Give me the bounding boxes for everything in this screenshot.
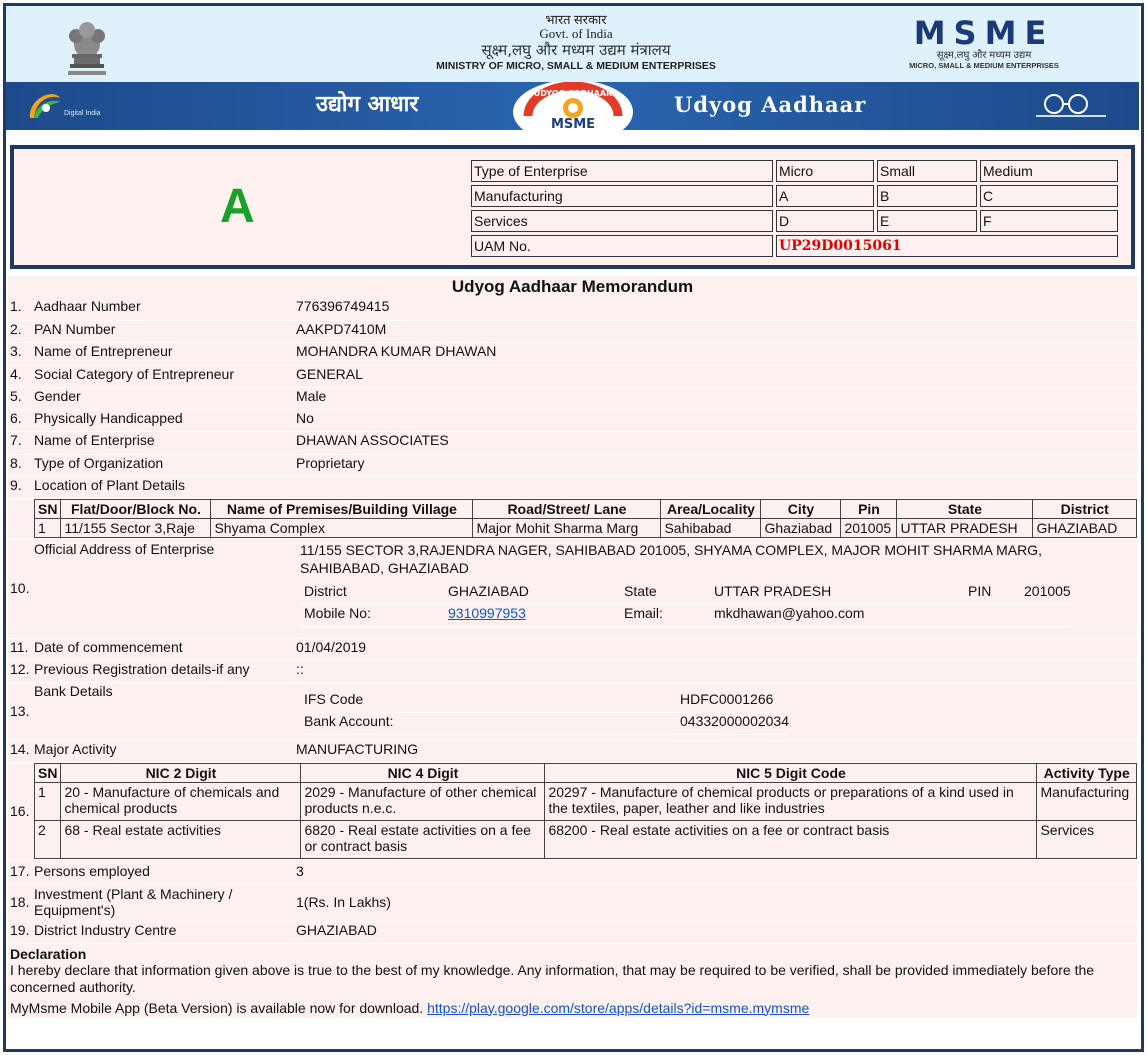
nic-code-table	[34, 763, 1137, 859]
national-emblem-icon	[54, 14, 120, 78]
field-number: 16.	[8, 762, 34, 859]
bank-details-row	[8, 682, 1137, 740]
udyog-aadhaar-banner	[6, 82, 1139, 130]
state-label: State	[624, 583, 714, 605]
field-label: Type of Organization	[34, 454, 296, 476]
plant-city: Ghaziabad	[761, 518, 841, 537]
plant-district: GHAZIABAD	[1033, 518, 1137, 537]
state-value: UTTAR PRADESH	[714, 583, 968, 605]
investment-value: 1(Rs. In Lakhs)	[296, 883, 1137, 921]
bank-account-label: Bank Account:	[304, 713, 680, 735]
plant-flat: 11/155 Sector 3,Raje	[61, 518, 211, 537]
field-label: Major Activity	[34, 740, 296, 762]
field-row	[8, 387, 1137, 409]
manufacturing-cell: Manufacturing	[471, 185, 773, 207]
grade-a-cell: A	[776, 185, 874, 207]
official-address-row	[8, 538, 1137, 638]
col-header: Activity Type	[1037, 763, 1137, 782]
govt-of-india: Govt. of India	[539, 26, 613, 41]
plant-table-cell	[34, 498, 1137, 538]
uam-number: UP29D0015061	[776, 235, 1118, 257]
plant-pin: 201005	[841, 518, 897, 537]
col-header: Flat/Door/Block No.	[61, 499, 211, 518]
field-number: 1.	[8, 298, 34, 320]
field-number: 12.	[8, 660, 34, 682]
type-of-enterprise-cell: Type of Enterprise	[471, 160, 773, 182]
msme-logo-word: MSME	[913, 14, 1055, 52]
field-number: 11.	[8, 638, 34, 660]
previous-registration-value: ::	[296, 660, 1137, 682]
col-header: SN	[35, 763, 61, 782]
official-address-block	[296, 538, 1137, 638]
field-label: Previous Registration details-if any	[34, 660, 296, 682]
field-label: Social Category of Entrepreneur	[34, 365, 296, 387]
field-label: PAN Number	[34, 320, 296, 342]
ifs-row	[304, 691, 789, 713]
field-row	[8, 409, 1137, 431]
digital-india-icon	[24, 88, 64, 124]
mobile-label: Mobile No:	[300, 605, 448, 627]
plant-premises: Shyama Complex	[211, 518, 473, 537]
nic-5-digit: 68200 - Real estate activities on a fee or contract basis	[545, 820, 1037, 858]
declaration-block	[8, 944, 1137, 1018]
memorandum-title: Udyog Aadhaar Memorandum	[8, 276, 1137, 298]
msme-logo	[872, 16, 1096, 76]
organization-type-value: Proprietary	[296, 454, 1137, 476]
memorandum	[8, 276, 1137, 1018]
field-row	[8, 660, 1137, 682]
bank-details-table	[304, 691, 789, 736]
ministry-english: MINISTRY OF MICRO, SMALL & MEDIUM ENTERPRISES	[436, 60, 716, 72]
field-number: 2.	[8, 320, 34, 342]
field-row	[8, 342, 1137, 365]
plant-road: Major Mohit Sharma Marg	[473, 518, 661, 537]
handicapped-value: No	[296, 409, 1137, 431]
mobile-email-row	[300, 605, 1071, 627]
field-number: 4.	[8, 365, 34, 387]
district-label: District	[300, 583, 448, 605]
activity-type: Manufacturing	[1037, 782, 1137, 820]
nic-sn: 1	[35, 782, 61, 820]
field-row	[8, 740, 1137, 762]
district-industry-centre-value: GHAZIABAD	[296, 921, 1137, 943]
field-number: 17.	[8, 859, 34, 883]
uam-row	[471, 235, 1118, 257]
udyog-logo-bottom-text: MSME	[550, 117, 596, 130]
commencement-date-value: 01/04/2019	[296, 638, 1137, 660]
field-row	[8, 298, 1137, 320]
plant-location-table	[34, 499, 1137, 538]
col-header: Pin	[841, 499, 897, 518]
field-number: 8.	[8, 454, 34, 476]
field-label: Aadhaar Number	[34, 298, 296, 320]
udyog-logo-top-text: UDYOG AADHAAR	[533, 89, 613, 98]
small-cell: Small	[877, 160, 977, 182]
enterprise-name-value: DHAWAN ASSOCIATES	[296, 431, 1137, 454]
field-number: 5.	[8, 387, 34, 409]
col-header: NIC 2 Digit	[61, 763, 301, 782]
social-category-value: GENERAL	[296, 365, 1137, 387]
pin-label: PIN	[968, 583, 1024, 605]
field-row	[8, 320, 1137, 342]
enterprise-type-table	[468, 157, 1121, 260]
field-row	[8, 921, 1137, 943]
app-download-line	[10, 1000, 1135, 1016]
pan-number-value: AAKPD7410M	[296, 320, 1137, 342]
mobile-number-link[interactable]: 9310997953	[448, 605, 526, 621]
email-value: mkdhawan@yahoo.com	[714, 605, 1071, 627]
field-label: Official Address of Enterprise	[34, 538, 296, 638]
field-label: Name of Entrepreneur	[34, 342, 296, 365]
micro-cell: Micro	[776, 160, 874, 182]
field-number: 3.	[8, 342, 34, 365]
field-label: Investment (Plant & Machinery / Equipment's)	[34, 883, 296, 921]
plant-table-header	[35, 499, 1137, 518]
field-row	[8, 365, 1137, 387]
enterprise-type-header-row	[471, 160, 1118, 182]
swachh-bharat-icon	[1026, 92, 1118, 120]
nic-4-digit: 2029 - Manufacture of other chemical products n.e.c.	[301, 782, 545, 820]
grade-d-cell: D	[776, 210, 874, 232]
pin-value: 201005	[1024, 583, 1071, 605]
account-row	[304, 713, 789, 735]
email-label: Email:	[624, 605, 714, 627]
plant-sn: 1	[35, 518, 61, 537]
ifs-value: HDFC0001266	[680, 691, 789, 713]
field-label: Bank Details	[34, 682, 296, 740]
gender-value: Male	[296, 387, 1137, 409]
msme-logo-english: MICRO, SMALL & MEDIUM ENTERPRISES	[909, 61, 1059, 70]
nic-5-digit: 20297 - Manufacture of chemical products or preparations of a kind used in the textiles, paper, leather and like industries	[545, 782, 1037, 820]
field-number: 7.	[8, 431, 34, 454]
bank-account-value: 04332000002034	[680, 713, 789, 735]
msme-logo-hindi: सूक्ष्म,लघु और मध्यम उद्यम	[936, 50, 1032, 61]
field-label: Name of Enterprise	[34, 431, 296, 454]
nic-2-digit: 68 - Real estate activities	[61, 820, 301, 858]
udyog-aadhaar-english: Udyog Aadhaar	[674, 92, 867, 117]
grade-e-cell: E	[877, 210, 977, 232]
field-number: 19.	[8, 921, 34, 943]
mobile-cell	[448, 605, 624, 627]
medium-cell: Medium	[980, 160, 1118, 182]
plant-state: UTTAR PRADESH	[897, 518, 1033, 537]
field-row	[8, 476, 1137, 498]
field-label: District Industry Centre	[34, 921, 296, 943]
udyog-aadhaar-logo	[508, 82, 638, 130]
grade-f-cell: F	[980, 210, 1118, 232]
persons-employed-value: 3	[296, 859, 1137, 883]
field-row	[8, 454, 1137, 476]
table-row	[35, 820, 1137, 858]
udyog-aadhaar-hindi: उद्योग आधार	[316, 92, 419, 117]
memorandum-fields	[8, 298, 1137, 944]
declaration-title: Declaration	[10, 945, 87, 962]
declaration-text: I hereby declare that information given above is true to the best of my knowledge. Any information, that may be required to be verified, shall be provided immediately before the concerned authority.	[10, 961, 1095, 995]
grade-b-cell: B	[877, 185, 977, 207]
enterprise-grade: A	[220, 180, 255, 233]
enterprise-category-box	[10, 145, 1135, 269]
official-contact-table	[300, 583, 1071, 628]
nic-table-cell	[34, 762, 1137, 859]
field-number: 6.	[8, 409, 34, 431]
col-header: State	[897, 499, 1033, 518]
table-row	[35, 782, 1137, 820]
play-store-link[interactable]: https://play.google.com/store/apps/details?id=msme.mymsme	[427, 999, 810, 1016]
major-activity-value: MANUFACTURING	[296, 740, 1137, 762]
plant-table-row	[8, 498, 1137, 538]
digital-india-text: Digital India	[64, 110, 101, 117]
field-number: 14.	[8, 740, 34, 762]
field-row	[8, 431, 1137, 454]
field-label: Physically Handicapped	[34, 409, 296, 431]
nic-sn: 2	[35, 820, 61, 858]
uam-label: UAM No.	[471, 235, 773, 257]
ministry-hindi: सूक्ष्म,लघु और मध्यम उद्यम मंत्रालय	[481, 41, 671, 59]
manufacturing-row	[471, 185, 1118, 207]
ministry-title-block	[316, 12, 836, 73]
entrepreneur-name-value: MOHANDRA KUMAR DHAWAN	[296, 342, 1137, 365]
plant-area: Sahibabad	[661, 518, 761, 537]
bank-details-block	[296, 682, 1137, 740]
col-header: Name of Premises/Building Village	[211, 499, 473, 518]
ifs-label: IFS Code	[304, 691, 680, 713]
district-value: GHAZIABAD	[448, 583, 624, 605]
field-number: 13.	[8, 682, 34, 740]
col-header: NIC 4 Digit	[301, 763, 545, 782]
col-header: Area/Locality	[661, 499, 761, 518]
nic-4-digit: 6820 - Real estate activities on a fee or contract basis	[301, 820, 545, 858]
services-cell: Services	[471, 210, 773, 232]
spacer	[8, 498, 34, 538]
field-number: 9.	[8, 476, 34, 498]
col-header: District	[1033, 499, 1137, 518]
field-label: Persons employed	[34, 859, 296, 883]
nic-table-header	[35, 763, 1137, 782]
field-row	[8, 859, 1137, 883]
col-header: NIC 5 Digit Code	[545, 763, 1037, 782]
field-row	[8, 883, 1137, 921]
col-header: City	[761, 499, 841, 518]
nic-2-digit: 20 - Manufacture of chemicals and chemical products	[61, 782, 301, 820]
govt-hindi: भारत सरकार	[545, 12, 607, 27]
aadhaar-number-value: 776396749415	[296, 298, 1137, 320]
field-label: Location of Plant Details	[34, 476, 1137, 498]
field-number: 18.	[8, 883, 34, 921]
nic-row	[8, 762, 1137, 859]
field-label: Date of commencement	[34, 638, 296, 660]
district-state-row	[300, 583, 1071, 605]
digital-india-logo	[24, 88, 134, 124]
field-number: 10.	[8, 538, 34, 638]
col-header: SN	[35, 499, 61, 518]
official-address-value: 11/155 SECTOR 3,RAJENDRA NAGER, SAHIBABAD 201005, SHYAMA COMPLEX, MAJOR MOHIT SHARMA MARG, SAHIBABAD, GHAZIABAD	[300, 541, 1042, 576]
col-header: Road/Street/ Lane	[473, 499, 661, 518]
grade-c-cell: C	[980, 185, 1118, 207]
field-row	[8, 638, 1137, 660]
field-label: Gender	[34, 387, 296, 409]
services-row	[471, 210, 1118, 232]
table-row	[35, 518, 1137, 537]
ministry-header	[6, 6, 1139, 82]
app-download-text: MyMsme Mobile App (Beta Version) is available now for download.	[10, 999, 424, 1016]
activity-type: Services	[1037, 820, 1137, 858]
